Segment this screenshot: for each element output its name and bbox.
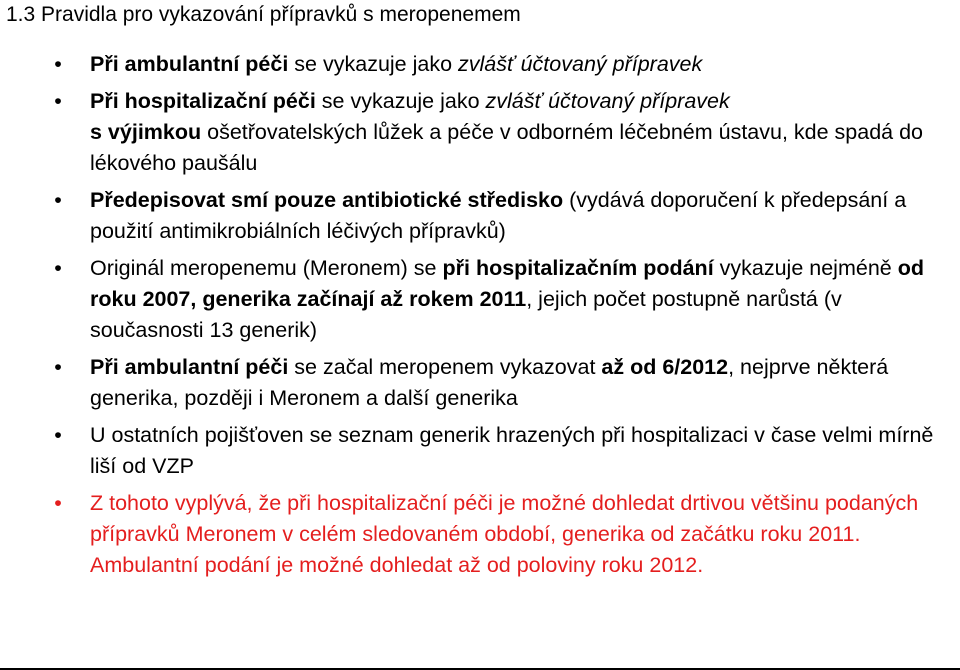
- bullet-item-hospitalizacni: [54, 86, 950, 179]
- bullet-text: ošetřovatelských lůžek a péče v odborném léčebném ústavu, kde spadá do lékového paušálu: [90, 120, 924, 175]
- bullet-bold-text: při hospitalizačním podání: [442, 256, 714, 280]
- bullet-italic-text: zvlášť účtovaný přípravek: [485, 89, 730, 113]
- bullet-italic-text: zvlášť účtovaný přípravek: [458, 52, 703, 76]
- bullet-text: se vykazuje jako: [315, 89, 486, 113]
- slide-title: 1.3 Pravidla pro vykazování přípravků s meropenemem: [6, 3, 521, 26]
- bullet-bold-text: s výjimkou: [90, 120, 202, 144]
- bullet-item-zaver: [54, 488, 950, 581]
- bullet-bold-text: až od 6/2012: [601, 355, 729, 379]
- bullet-text: U ostatních pojišťoven se seznam generik hrazených při hospitalizaci v čase velmi mírně liší od VZP: [90, 423, 934, 478]
- bullet-icon: •: [54, 355, 62, 379]
- bullet-bold-text: Předepisovat smí pouze antibiotické středisko: [90, 188, 564, 212]
- bullet-item-ambulantni: [54, 49, 950, 80]
- bullet-text: Z tohoto vyplývá, že při hospitalizační péči je možné dohledat drtivou většinu podaných přípravků Meronem v celém sledovaném období, generika od začátku roku 2011. Ambulantní podání je možné dohledat až od poloviny roku 2012.: [90, 491, 919, 577]
- bullet-icon: •: [54, 89, 62, 113]
- bullet-text: se vykazuje jako: [288, 52, 459, 76]
- bullet-item-ambulantni-od-2012: [54, 352, 950, 414]
- bullet-text: (vydává doporučení k předepsání a použití antimikrobiálních léčivých přípravků): [90, 188, 907, 243]
- bullet-item-ostatni-pojistovny: [54, 420, 950, 482]
- bullet-bold-text: Při ambulantní péči: [90, 355, 289, 379]
- bullet-icon: •: [54, 52, 62, 76]
- bullet-item-predepisovat: [54, 185, 950, 247]
- bullet-icon: •: [54, 188, 62, 212]
- bullet-bold-text: Při hospitalizační péči: [90, 89, 316, 113]
- bullet-icon: •: [54, 256, 62, 280]
- bullet-text: se začal meropenem vykazovat: [288, 355, 602, 379]
- bullet-text: , nejprve některá generika, později i Meronem a další generika: [90, 355, 889, 410]
- bullet-list: [54, 49, 950, 587]
- bullet-icon: •: [54, 423, 62, 447]
- bullet-item-original: [54, 253, 950, 346]
- bullet-bold-text: Při ambulantní péči: [90, 52, 289, 76]
- bullet-icon: •: [54, 491, 62, 515]
- bullet-text: Originál meropenemu (Meronem) se: [90, 256, 443, 280]
- bullet-text: , jejich počet postupně narůstá (v současnosti 13 generik): [90, 287, 842, 342]
- bullet-text: vykazuje nejméně: [713, 256, 898, 280]
- bullet-bold-text: od roku 2007, generika začínají až rokem 2011: [90, 256, 924, 311]
